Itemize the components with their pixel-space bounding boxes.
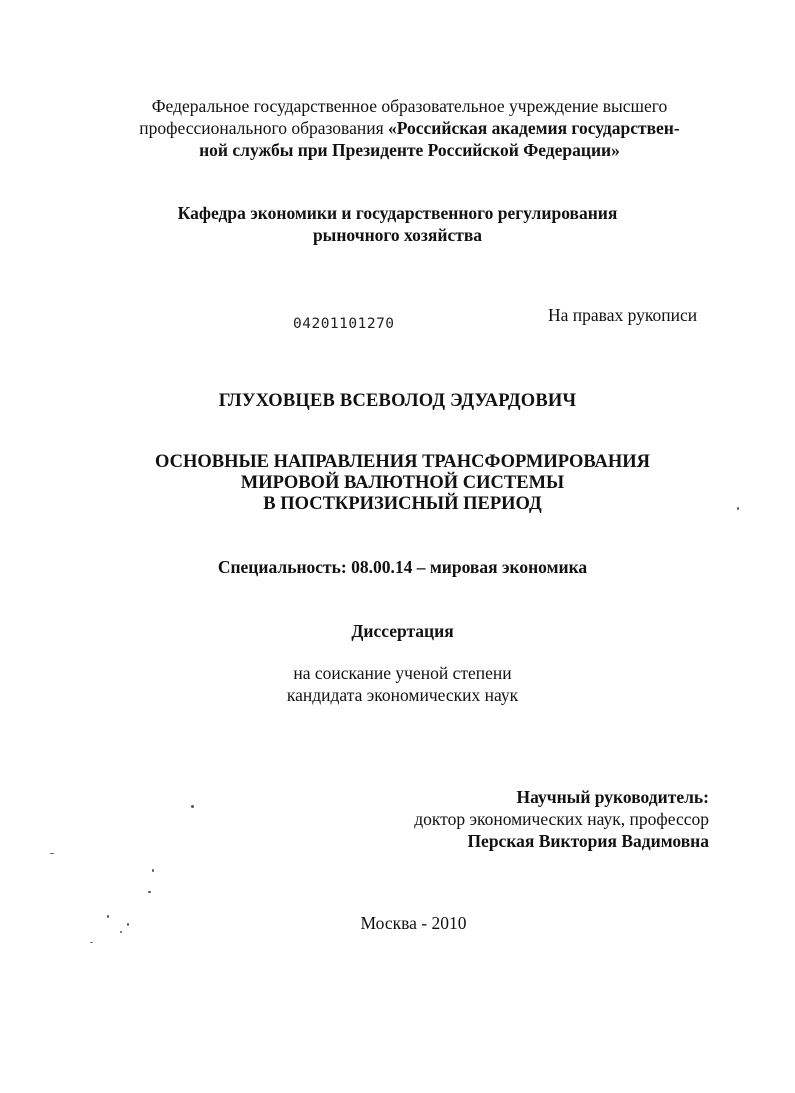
thesis-title-line-2: МИРОВОЙ ВАЛЮТНОЙ СИСТЕМЫ (240, 473, 565, 493)
scan-speck (737, 507, 739, 510)
degree-purpose (5, 662, 795, 706)
city-and-year-text: Москва - 2010 (360, 913, 467, 933)
degree-line-2: кандидата экономических наук (286, 685, 519, 705)
author-name (0, 390, 795, 412)
scan-speck (191, 805, 194, 808)
scan-speck (148, 891, 151, 893)
city-and-year (16, 912, 795, 934)
specialty-text: Специальность: 08.00.14 – мировая экономика (217, 557, 588, 577)
supervisor-credentials: доктор экономических наук, профессор (414, 809, 709, 829)
degree-line-1: на соискание ученой степени (293, 663, 512, 683)
institution-header (12, 95, 795, 161)
scan-speck (120, 931, 122, 933)
thesis-title (5, 452, 795, 515)
institution-line-3: ной службы при Президенте Российской Федерации» (199, 140, 620, 160)
document-type (5, 620, 795, 642)
department-header (0, 202, 795, 246)
scan-speck (50, 853, 54, 854)
institution-line-1: Федеральное государственное образовательное учреждение высшего (151, 96, 668, 116)
document-number: 04201101270 (293, 316, 395, 332)
document-type-text: Диссертация (351, 621, 454, 641)
supervisor-heading: Научный руководитель: (516, 787, 709, 807)
scan-speck (127, 923, 129, 926)
scan-speck (90, 942, 93, 943)
specialty (5, 556, 795, 578)
department-line-1: Кафедра экономики и государственного регулирования (177, 203, 618, 223)
scan-speck (152, 869, 154, 872)
thesis-title-line-3: В ПОСТКРИЗИСНЫЙ ПЕРИОД (263, 494, 542, 514)
thesis-title-line-1: ОСНОВНЫЕ НАПРАВЛЕНИЯ ТРАНСФОРМИРОВАНИЯ (154, 452, 651, 472)
institution-line-2-plain: профессионального образования (139, 118, 389, 138)
supervisor-name: Перская Виктория Вадимовна (467, 831, 709, 851)
manuscript-rights-note: На правах рукописи (548, 305, 698, 325)
department-line-2: рыночного хозяйства (312, 225, 483, 245)
author-name-text: ГЛУХОВЦЕВ ВСЕВОЛОД ЭДУАРДОВИЧ (218, 391, 577, 411)
institution-line-2-bold: «Российская академия государствен- (388, 118, 680, 138)
institution-line-2 (12, 117, 795, 139)
scientific-supervisor (414, 786, 709, 852)
scan-speck (107, 915, 109, 918)
